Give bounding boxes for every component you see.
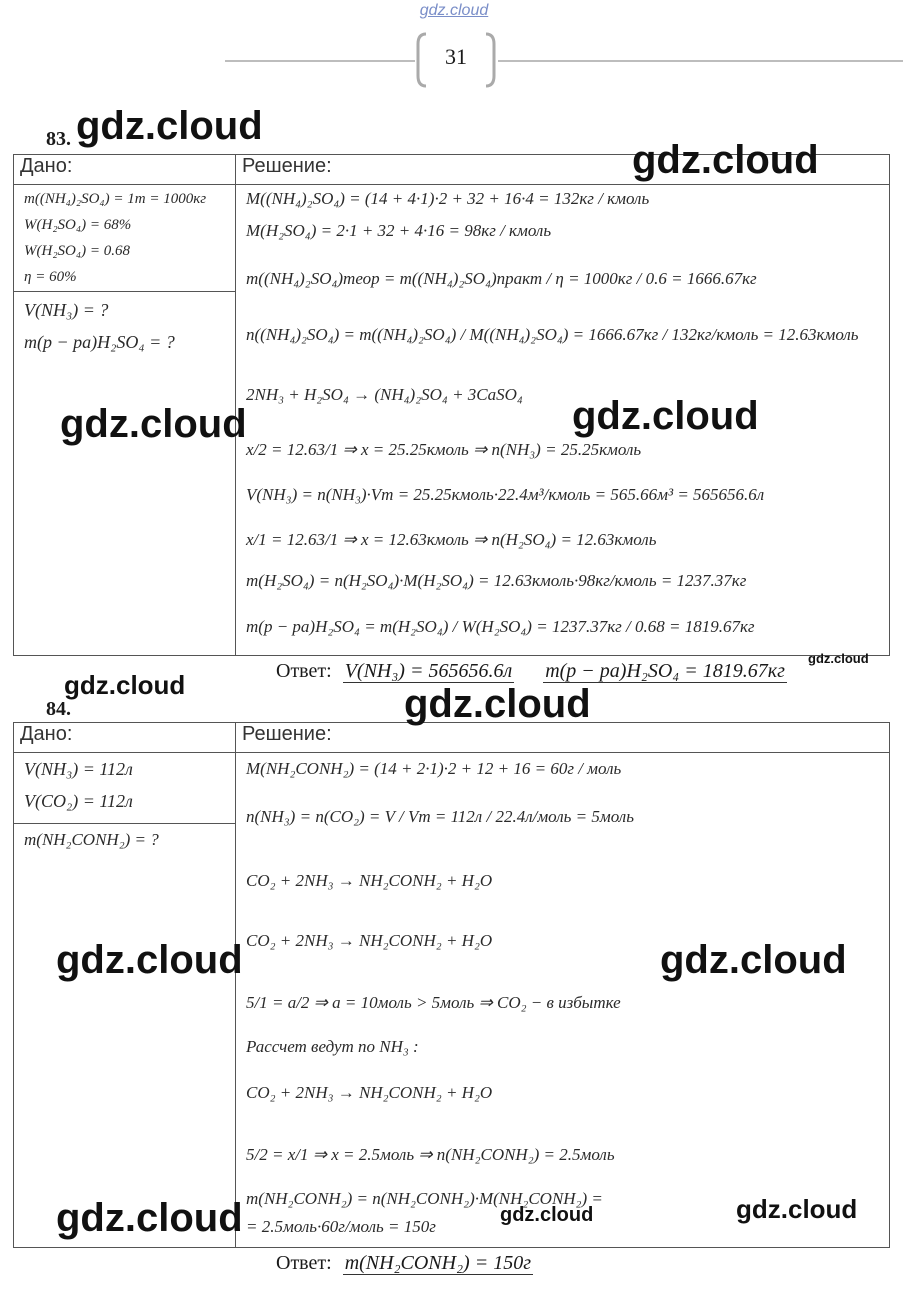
header-rule-right: [498, 60, 903, 62]
watermark: gdz.cloud: [404, 682, 591, 726]
task-84-table: [13, 722, 890, 1248]
given-line: V(NH₃) = 112л: [24, 759, 133, 779]
solution-line: 5/2 = x/1 ⇒ x = 2.5моль ⇒ n(NH₂CONH₂) = 2.5моль: [246, 1145, 615, 1164]
find-line: m(NH₂CONH₂) = ?: [24, 830, 159, 849]
solution-line: n((NH₄)₂SO₄) = m((NH₄)₂SO₄) / M((NH₄)₂SO₄) = 1666.67кг / 132кг/кмоль = 12.63кмоль: [246, 325, 859, 344]
watermark: gdz.cloud: [808, 651, 869, 666]
watermark: gdz.cloud: [60, 402, 247, 446]
solution-line: M((NH₄)₂SO₄) = (14 + 4·1)·2 + 32 + 16·4 = 132кг / кмоль: [246, 189, 650, 208]
solution-line: M(NH₂CONH₂) = (14 + 2·1)·2 + 12 + 16 = 60г / моль: [246, 759, 622, 778]
answer-value: m(NH₂CONH₂) = 150г: [344, 1252, 532, 1274]
watermark: gdz.cloud: [660, 938, 847, 982]
header-rule-left: [225, 60, 415, 62]
solution-line: Рассчет ведут по NH₃ :: [246, 1037, 419, 1056]
find-block: [14, 824, 235, 1244]
answer-value: m(p − pa)H₂SO₄ = 1819.67кг: [545, 660, 785, 682]
given-line: W(H₂SO₄) = 68%: [24, 217, 132, 233]
watermark: gdz.cloud: [500, 1204, 594, 1226]
given-line: V(CO₂) = 112л: [24, 791, 133, 811]
site-link[interactable]: gdz.cloud: [419, 2, 489, 19]
solution-line: V(NH₃) = n(NH₃)·Vm = 25.25кмоль·22.4м³/кмоль = 565.66м³ = 565656.6л: [246, 485, 765, 504]
given-header: Дано:: [14, 155, 236, 185]
solution-line: x/1 = 12.63/1 ⇒ x = 12.63кмоль ⇒ n(H₂SO₄) = 12.63кмоль: [246, 530, 657, 549]
solution-line: m(p − pa)H₂SO₄ = m(H₂SO₄) / W(H₂SO₄) = 1237.37кг / 0.68 = 1819.67кг: [246, 617, 755, 636]
page-number: 31: [445, 44, 467, 69]
answer-label: Ответ:: [276, 660, 332, 682]
reaction-equation: CO₂ + 2NH₃ → NH₂CONH₂ + H₂O: [246, 871, 493, 890]
watermark: gdz.cloud: [632, 138, 819, 182]
solution-line: = 2.5моль·60г/моль = 150г: [246, 1217, 436, 1236]
find-block: [14, 292, 235, 622]
task-84-number: 84.: [46, 698, 71, 720]
given-line: W(H₂SO₄) = 0.68: [24, 243, 130, 259]
watermark: gdz.cloud: [56, 1196, 243, 1240]
given-header: Дано:: [14, 723, 236, 753]
answer-label: Ответ:: [276, 1252, 332, 1274]
find-line: m(p − pa)H₂SO₄ = ?: [24, 332, 175, 352]
solution-line: m((NH₄)₂SO₄)теор = m((NH₄)₂SO₄)практ / η = 1000кг / 0.6 = 1666.67кг: [246, 269, 757, 288]
solution-block: [236, 753, 889, 1247]
reaction-equation: CO₂ + 2NH₃ → NH₂CONH₂ + H₂O: [246, 931, 493, 950]
given-block: [14, 753, 235, 824]
watermark: gdz.cloud: [56, 938, 243, 982]
solution-line: m(NH₂CONH₂) = n(NH₂CONH₂)·M(NH₂CONH₂) =: [246, 1189, 603, 1208]
task-83-number: 83.: [46, 128, 71, 150]
solution-line: x/2 = 12.63/1 ⇒ x = 25.25кмоль ⇒ n(NH₃) = 25.25кмоль: [246, 440, 642, 459]
solution-line: M(H₂SO₄) = 2·1 + 32 + 4·16 = 98кг / кмоль: [246, 221, 552, 240]
solution-line: m(H₂SO₄) = n(H₂SO₄)·M(H₂SO₄) = 12.63кмоль·98кг/кмоль = 1237.37кг: [246, 571, 747, 590]
given-line: η = 60%: [24, 269, 77, 285]
reaction-equation: CO₂ + 2NH₃ → NH₂CONH₂ + H₂O: [246, 1083, 493, 1102]
solution-line: n(NH₃) = n(CO₂) = V / Vm = 112л / 22.4л/моль = 5моль: [246, 807, 634, 826]
given-block: [14, 185, 235, 292]
solution-header: Решение:: [236, 723, 890, 753]
solution-header: Решение:: [236, 155, 890, 185]
watermark: gdz.cloud: [64, 670, 186, 700]
watermark: gdz.cloud: [76, 104, 263, 148]
watermark: gdz.cloud: [736, 1194, 858, 1224]
reaction-equation: 2NH₃ + H₂SO₄ → (NH₄)₂SO₄ + 3CaSO₄: [246, 385, 523, 404]
find-line: V(NH₃) = ?: [24, 300, 109, 320]
task-84-answer: [276, 1252, 533, 1275]
solution-block: [236, 185, 889, 655]
answer-value: V(NH₃) = 565656.6л: [344, 660, 513, 682]
watermark: gdz.cloud: [572, 394, 759, 438]
task-83-answer: [276, 660, 787, 683]
solution-line: 5/1 = a/2 ⇒ a = 10моль > 5моль ⇒ CO₂ − в избытке: [246, 993, 621, 1012]
given-line: m((NH₄)₂SO₄) = 1т = 1000кг: [24, 191, 207, 207]
